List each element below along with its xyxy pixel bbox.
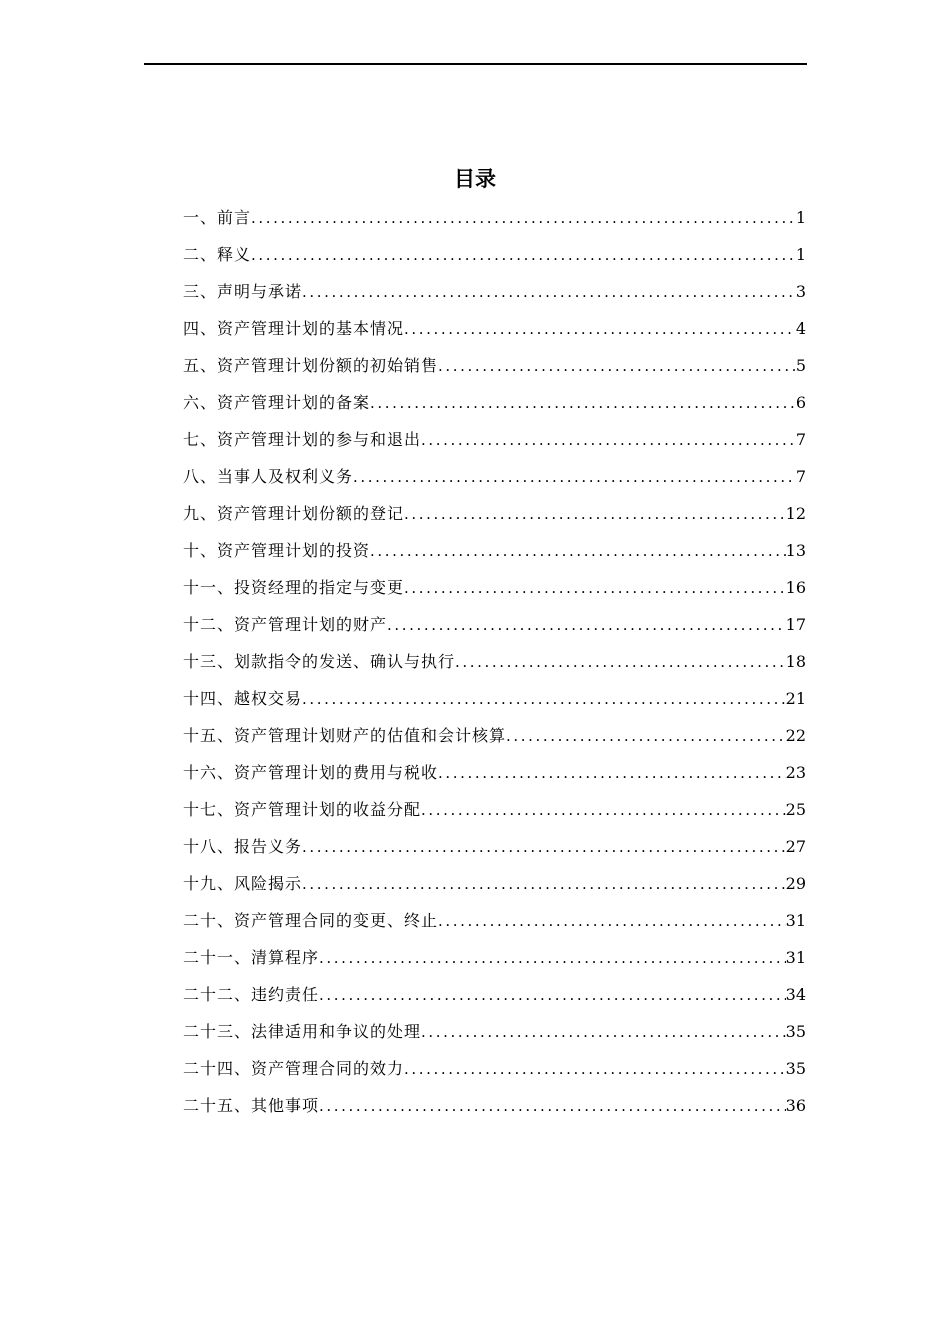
toc-item-label: 十一、投资经理的指定与变更 (183, 578, 405, 597)
toc-item-label: 十四、越权交易 (183, 689, 303, 708)
toc-dot-leader (455, 650, 786, 674)
toc-item[interactable] (183, 391, 806, 428)
toc-item[interactable] (183, 502, 806, 539)
toc-item-page: 35 (785, 1059, 806, 1078)
toc-item-page: 3 (795, 282, 806, 301)
toc-dot-leader (438, 909, 786, 933)
toc-item-label: 一、前言 (183, 208, 252, 227)
toc-item-label: 六、资产管理计划的备案 (183, 393, 371, 412)
toc-dot-leader (302, 872, 786, 896)
toc-item-page: 36 (785, 1096, 806, 1115)
toc-item[interactable] (183, 872, 806, 909)
toc-dot-leader (370, 539, 786, 563)
toc-dot-leader (387, 613, 786, 637)
header-rule (144, 63, 807, 65)
toc-item-page: 1 (795, 208, 806, 227)
toc-dot-leader (302, 687, 786, 711)
toc-item-page: 22 (785, 726, 806, 745)
toc-item[interactable] (183, 1020, 806, 1057)
toc-item-label: 八、当事人及权利义务 (183, 467, 354, 486)
toc-dot-leader (404, 317, 796, 341)
toc-dot-leader (421, 428, 796, 452)
toc-item-page: 1 (795, 245, 806, 264)
toc-item[interactable] (183, 1057, 806, 1094)
toc-item-page: 7 (795, 430, 806, 449)
toc-item-label: 十六、资产管理计划的费用与税收 (183, 763, 439, 782)
toc-item-label: 十二、资产管理计划的财产 (183, 615, 388, 634)
toc-item-label: 二十一、清算程序 (183, 948, 320, 967)
toc-dot-leader (404, 502, 786, 526)
toc-dot-leader (421, 798, 786, 822)
toc-item-label: 十九、风险揭示 (183, 874, 303, 893)
toc-item-label: 二十五、其他事项 (183, 1096, 320, 1115)
toc-item[interactable] (183, 724, 806, 761)
toc-item-label: 十三、划款指令的发送、确认与执行 (183, 652, 456, 671)
toc-item-page: 35 (785, 1022, 806, 1041)
toc-item[interactable] (183, 206, 806, 243)
toc-item[interactable] (183, 243, 806, 280)
toc-item-label: 十五、资产管理计划财产的估值和会计核算 (183, 726, 507, 745)
toc-dot-leader (506, 724, 786, 748)
toc-dot-leader (404, 576, 786, 600)
toc-dot-leader (319, 946, 786, 970)
toc-item-label: 二十三、法律适用和争议的处理 (183, 1022, 422, 1041)
toc-item[interactable] (183, 835, 806, 872)
toc-dot-leader (353, 465, 796, 489)
toc-item-label: 二、释义 (183, 245, 252, 264)
toc-item[interactable] (183, 539, 806, 576)
toc-list (183, 206, 806, 1131)
toc-item-label: 四、资产管理计划的基本情况 (183, 319, 405, 338)
toc-item-label: 三、声明与承诺 (183, 282, 303, 301)
toc-item[interactable] (183, 280, 806, 317)
toc-item-page: 12 (785, 504, 806, 523)
toc-item-page: 21 (785, 689, 806, 708)
toc-dot-leader (404, 1057, 786, 1081)
toc-item[interactable] (183, 428, 806, 465)
toc-item[interactable] (183, 317, 806, 354)
toc-item-label: 十八、报告义务 (183, 837, 303, 856)
toc-item-page: 17 (785, 615, 806, 634)
toc-dot-leader (302, 835, 786, 859)
toc-dot-leader (251, 243, 796, 267)
toc-item-page: 6 (795, 393, 806, 412)
toc-title: 目录 (454, 167, 496, 191)
toc-item[interactable] (183, 650, 806, 687)
toc-item[interactable] (183, 909, 806, 946)
toc-item-label: 十、资产管理计划的投资 (183, 541, 371, 560)
toc-item-page: 23 (785, 763, 806, 782)
toc-item-label: 十七、资产管理计划的收益分配 (183, 800, 422, 819)
toc-item[interactable] (183, 687, 806, 724)
toc-item[interactable] (183, 946, 806, 983)
toc-item-page: 18 (785, 652, 806, 671)
toc-item-page: 29 (785, 874, 806, 893)
toc-item[interactable] (183, 983, 806, 1020)
toc-item-label: 二十四、资产管理合同的效力 (183, 1059, 405, 1078)
toc-item[interactable] (183, 1094, 806, 1131)
toc-dot-leader (421, 1020, 786, 1044)
toc-item-page: 31 (785, 911, 806, 930)
toc-item-page: 4 (795, 319, 806, 338)
toc-item-page: 16 (785, 578, 806, 597)
toc-item-label: 七、资产管理计划的参与和退出 (183, 430, 422, 449)
toc-item-label: 二十二、违约责任 (183, 985, 320, 1004)
toc-item-page: 31 (785, 948, 806, 967)
toc-item[interactable] (183, 798, 806, 835)
toc-item-page: 27 (785, 837, 806, 856)
toc-item[interactable] (183, 761, 806, 798)
toc-dot-leader (370, 391, 796, 415)
toc-item-label: 九、资产管理计划份额的登记 (183, 504, 405, 523)
toc-dot-leader (319, 983, 786, 1007)
toc-dot-leader (302, 280, 796, 304)
toc-item[interactable] (183, 354, 806, 391)
toc-item-page: 13 (785, 541, 806, 560)
toc-item[interactable] (183, 576, 806, 613)
toc-dot-leader (319, 1094, 786, 1118)
toc-item-label: 二十、资产管理合同的变更、终止 (183, 911, 439, 930)
toc-item-page: 5 (795, 356, 806, 375)
toc-item-label: 五、资产管理计划份额的初始销售 (183, 356, 439, 375)
toc-dot-leader (438, 354, 796, 378)
toc-dot-leader (251, 206, 796, 230)
toc-item-page: 25 (785, 800, 806, 819)
toc-item[interactable] (183, 465, 806, 502)
toc-dot-leader (438, 761, 786, 785)
toc-item[interactable] (183, 613, 806, 650)
toc-item-page: 34 (785, 985, 806, 1004)
toc-item-page: 7 (795, 467, 806, 486)
